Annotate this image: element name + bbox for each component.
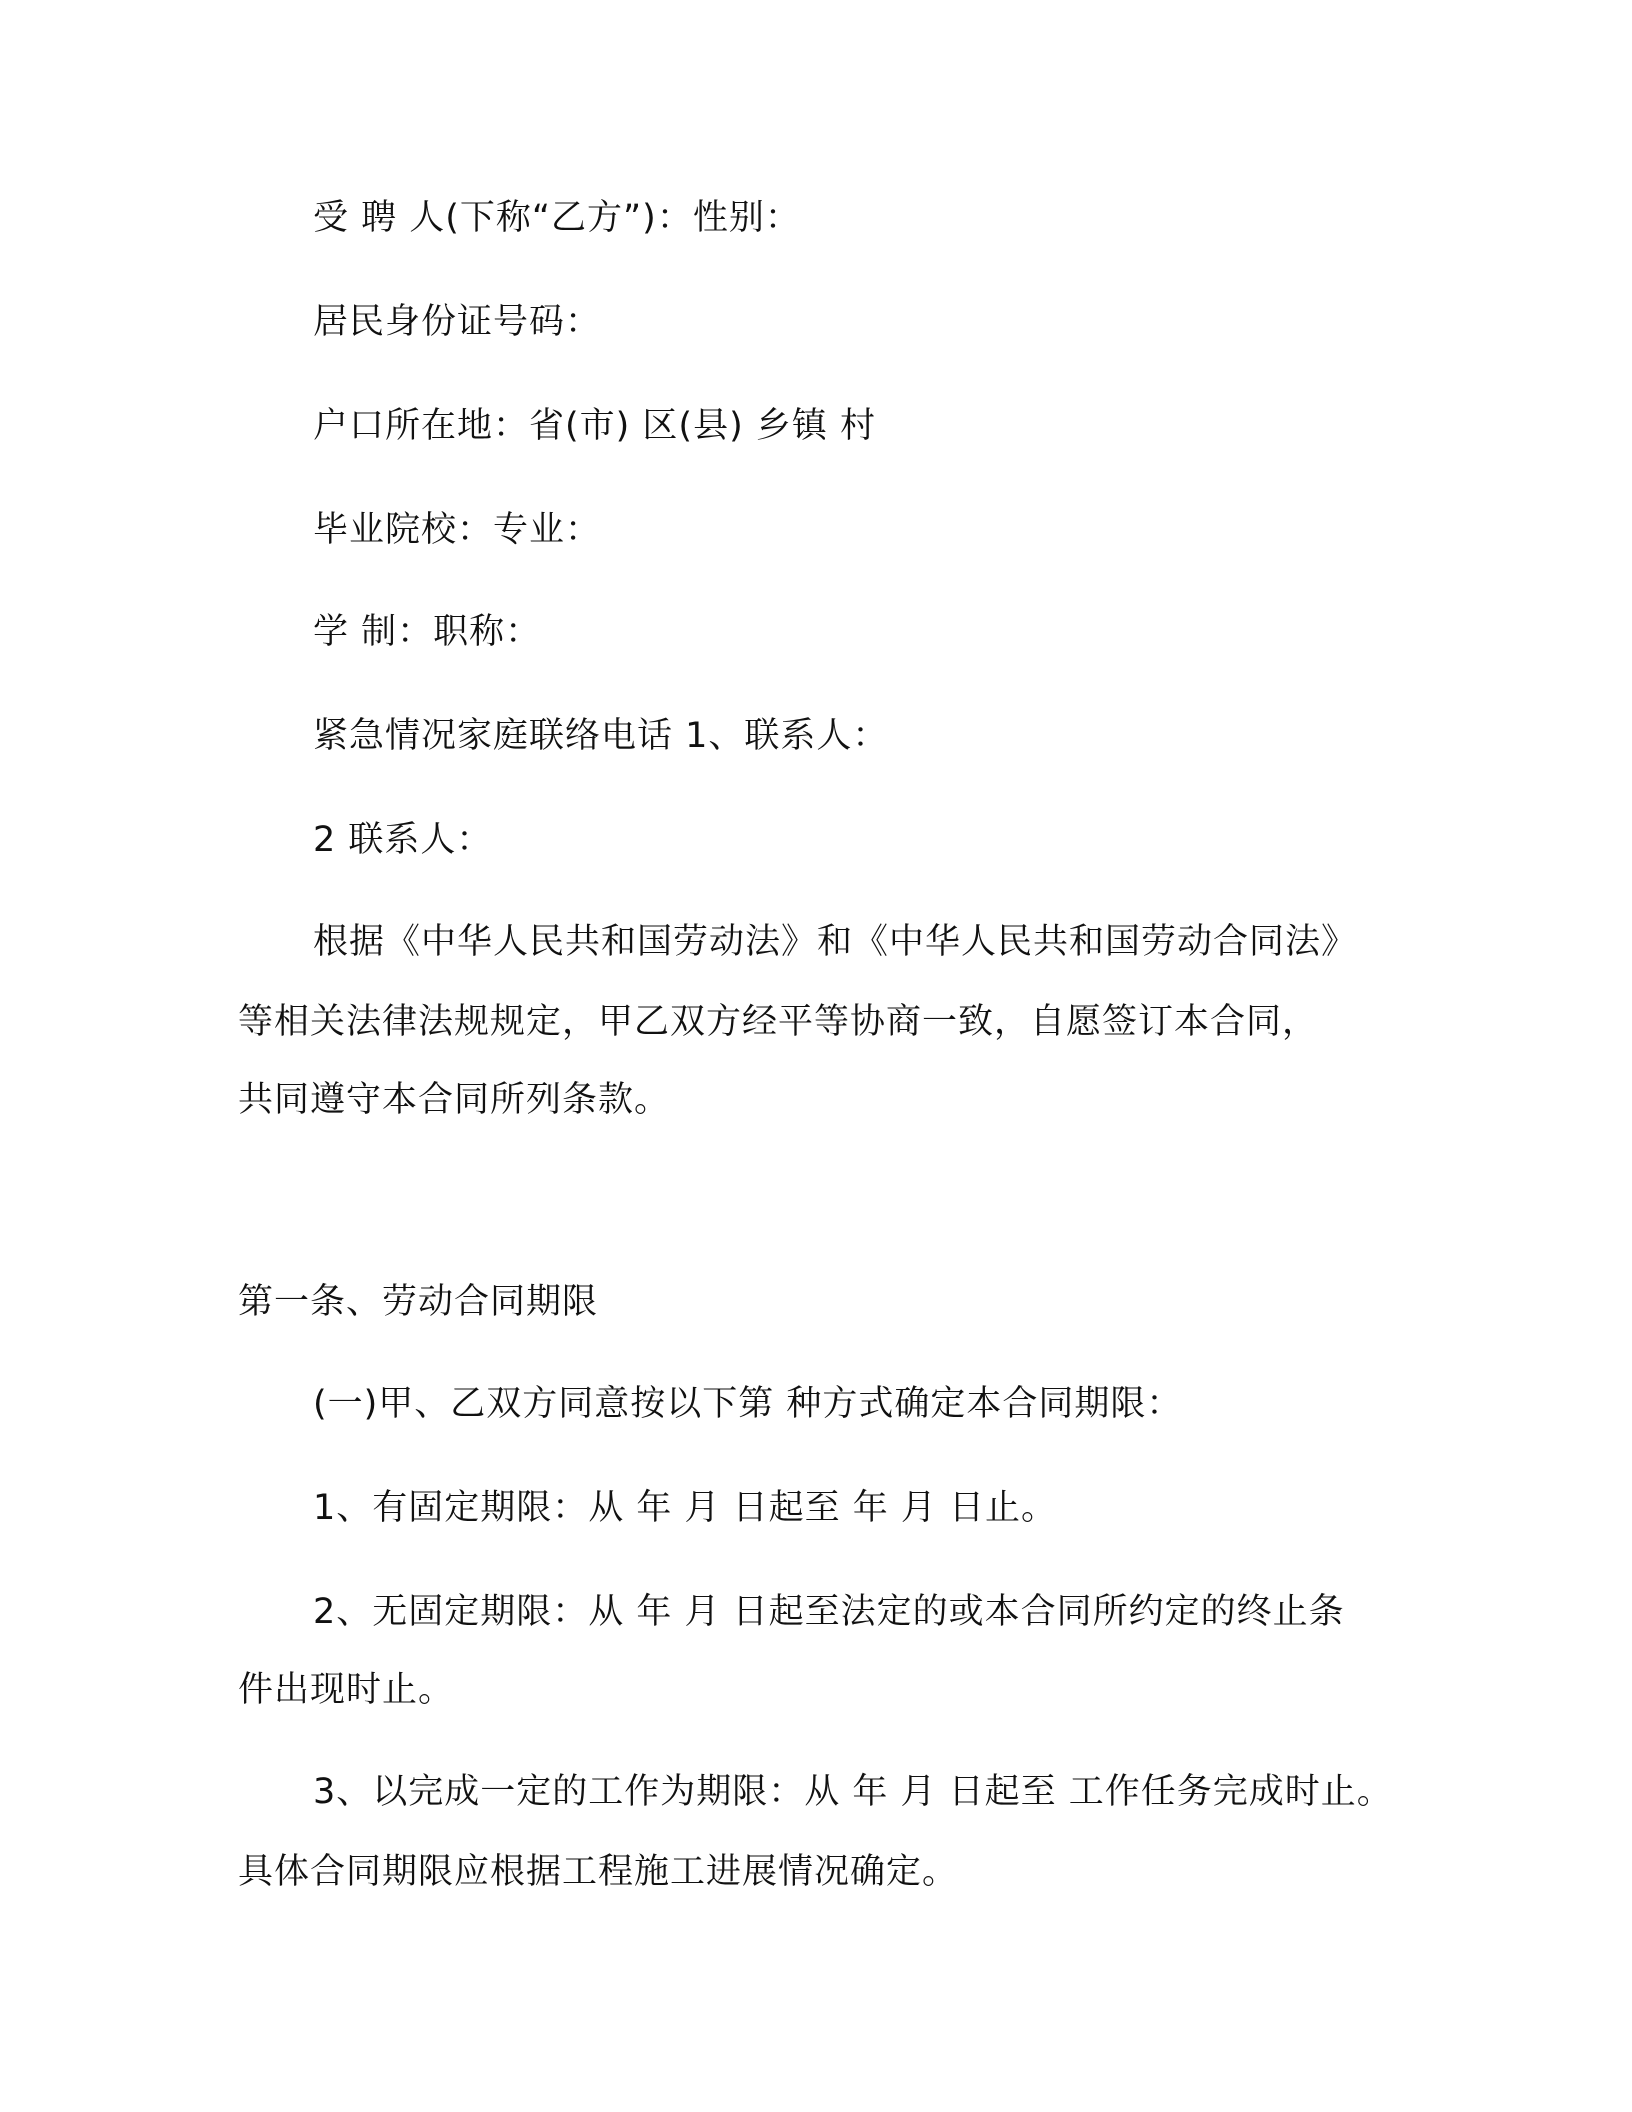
field-employee-gender: 受 聘 人(下称“乙方”)：性别： [313,198,801,238]
article-title: 第一条、劳动合同期限 [238,1282,599,1322]
field-household-address: 户口所在地：省(市) 区(县) 乡镇 村 [313,406,876,446]
option-task-term-line-1: 3、以完成一定的工作为期限：从 年 月 日起至 工作任务完成时止。 [313,1772,1393,1812]
option-task-term-line-2: 具体合同期限应根据工程施工进展情况确定。 [238,1852,959,1892]
field-id-number: 居民身份证号码： [313,302,602,342]
field-school-major: 毕业院校：专业： [313,510,602,550]
preamble-line-1: 根据《中华人民共和国劳动法》和《中华人民共和国劳动合同法》 [313,922,1358,962]
field-schooling-title: 学 制：职称： [313,612,542,652]
option-fixed-term: 1、有固定期限：从 年 月 日起至 年 月 日止。 [313,1488,1058,1528]
field-emergency-contact-2: 2 联系人： [313,820,493,860]
field-emergency-contact-1: 紧急情况家庭联络电话 1、联系人： [313,716,889,756]
option-open-term-line-1: 2、无固定期限：从 年 月 日起至法定的或本合同所约定的终止条 [313,1592,1345,1632]
preamble-line-3: 共同遵守本合同所列条款。 [238,1080,671,1120]
clause-intro: (一)甲、乙双方同意按以下第 种方式确定本合同期限： [313,1384,1183,1424]
preamble-line-2: 等相关法律法规规定，甲乙双方经平等协商一致，自愿签订本合同， [238,1002,1319,1042]
option-open-term-line-2: 件出现时止。 [238,1670,455,1710]
